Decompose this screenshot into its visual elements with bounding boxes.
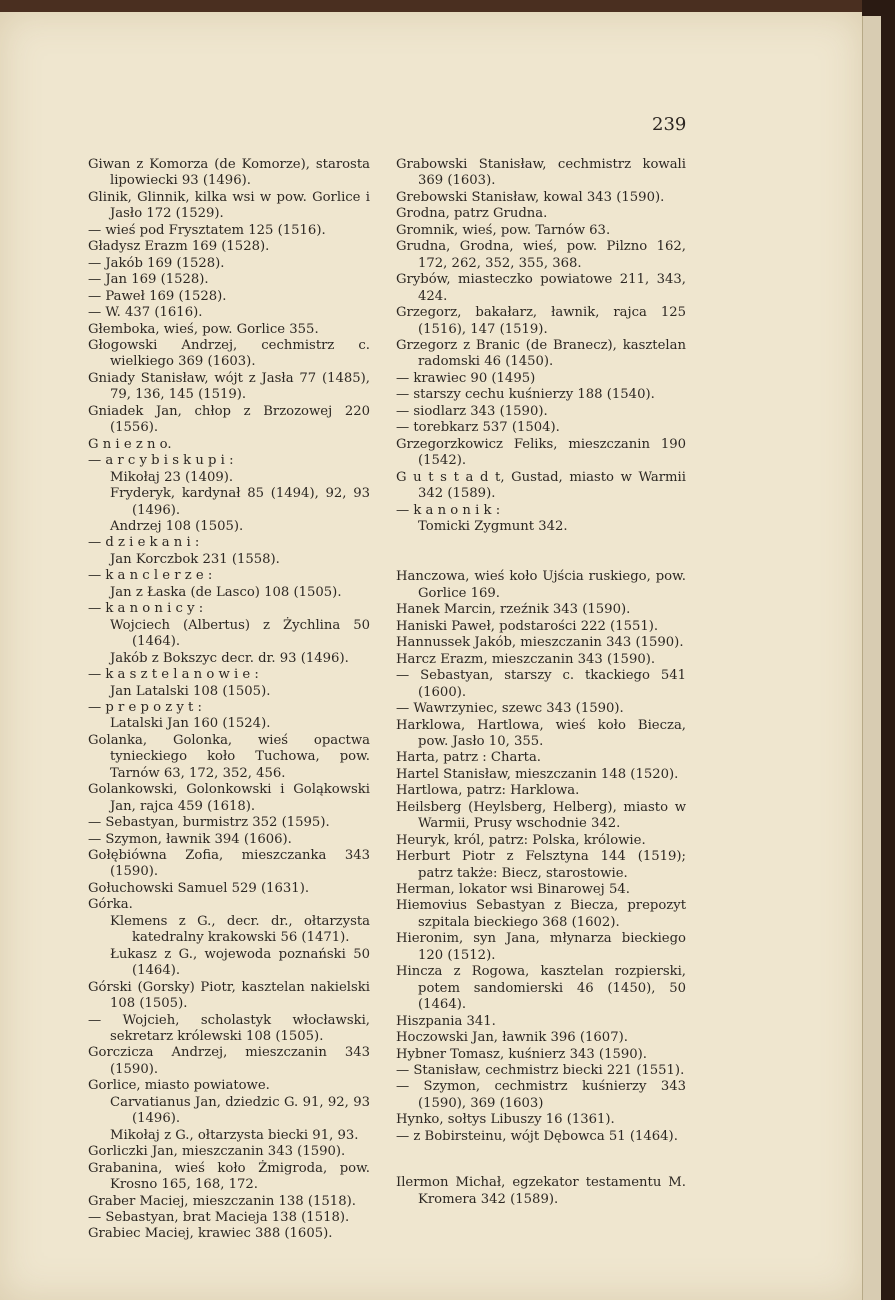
index-entry: — starszy cechu kuśnierzy 188 (1540). <box>396 387 655 403</box>
index-entry: Herburt Piotr z Felsztyna 144 (1519); patrz także: Biecz, starostowie. <box>396 849 686 881</box>
index-entry: Klemens z G., decr. dr., ołtarzysta katedralny krakowski 56 (1471). <box>110 913 370 946</box>
index-entry: Harta, patrz : Charta. <box>396 750 541 766</box>
index-entry: Gniady Stanisław, wójt z Jasła 77 (1485), 79, 136, 145 (1519). <box>88 370 370 403</box>
index-entry: — Wawrzyniec, szewc 343 (1590). <box>396 701 624 717</box>
index-entry: Gorlice, miasto powiatowe. <box>88 1078 270 1094</box>
index-entry: Graber Maciej, mieszczanin 138 (1518). <box>88 1193 356 1209</box>
index-entry: Hoczowski Jan, ławnik 396 (1607). <box>396 1030 628 1046</box>
index-entry: — z Bobirsteinu, wójt Dębowca 51 (1464). <box>396 1128 678 1144</box>
index-entry: Hybner Tomasz, kuśnierz 343 (1590). <box>396 1046 647 1062</box>
index-entry: Grodna, patrz Grudna. <box>396 206 548 222</box>
index-entry: Gorliczki Jan, mieszczanin 343 (1590). <box>88 1144 346 1160</box>
index-entry: Grabiec Maciej, krawiec 388 (1605). <box>88 1226 333 1242</box>
index-entry: Grzegorzkowicz Feliks, mieszczanin 190 (1542). <box>396 436 686 469</box>
index-entry: Hiemovius Sebastyan z Biecza, prepozyt szpitala bieckiego 368 (1602). <box>396 898 686 930</box>
index-entry: Jan Korczbok 231 (1558). <box>110 551 280 567</box>
index-entry: Latalski Jan 160 (1524). <box>110 716 271 732</box>
index-entry: Ilermon Michał, egzekator testamentu M. Kromera 342 (1589). <box>396 1175 686 1207</box>
index-entry: Głogowski Andrzej, cechmistrz c. wielkiego 369 (1603). <box>88 337 370 370</box>
index-entry: Hartlowa, patrz: Harklowa. <box>396 783 580 799</box>
index-entry: Gromnik, wieś, pow. Tarnów 63. <box>396 222 611 238</box>
index-entry: — d z i e k a n i : <box>88 535 200 551</box>
index-entry: — Szymon, cechmistrz kuśnierzy 343 (1590), 369 (1603) <box>396 1079 686 1111</box>
index-entry: — Sebastyan, starszy c. tkackiego 541 (1600). <box>396 668 686 700</box>
index-entry: Jakób z Bokszyc decr. dr. 93 (1496). <box>110 650 349 666</box>
index-entry: Hartel Stanisław, mieszczanin 148 (1520). <box>396 766 679 782</box>
index-entry: Gorczicza Andrzej, mieszczanin 343 (1590). <box>88 1045 370 1077</box>
index-entry: Górski (Gorsky) Piotr, kasztelan nakielski 108 (1505). <box>88 979 370 1012</box>
section-gap <box>396 535 686 569</box>
right-column <box>396 157 686 1208</box>
index-entry: Fryderyk, kardynał 85 (1494), 92, 93 (1496). <box>110 486 370 518</box>
index-entry: — Sebastyan, brat Macieja 138 (1518). <box>88 1210 350 1225</box>
index-entry: — W. 437 (1616). <box>88 305 203 321</box>
index-entry: Heilsberg (Heylsberg, Helberg), miasto w Warmii, Prusy wschodnie 342. <box>396 799 686 832</box>
index-entry: Mikołaj 23 (1409). <box>110 469 234 485</box>
index-entry: — Stanisław, cechmistrz biecki 221 (1551). <box>396 1063 685 1079</box>
index-entry: Glinik, Glinnik, kilka wsi w pow. Gorlice i Jasło 172 (1529). <box>88 189 370 222</box>
index-entry: Górka. <box>88 897 133 913</box>
index-entry: Wojciech (Albertus) z Żychlina 50 (1464). <box>110 617 370 650</box>
index-entry: — Wojcieh, scholastyk włocławski, sekretarz królewski 108 (1505). <box>88 1012 370 1045</box>
index-entry: Gniadek Jan, chłop z Brzozowej 220 (1556). <box>88 403 370 436</box>
index-entry: Hannussek Jakób, mieszczanin 343 (1590). <box>396 635 684 651</box>
index-entry: — k a n c l e r z e : <box>88 568 213 584</box>
index-entry: Golanka, Golonka, wieś opactwa tynieckiego koło Tuchowa, pow. Tarnów 63, 172, 352, 456. <box>88 732 370 781</box>
book-page <box>0 12 862 1300</box>
index-entry: Hanek Marcin, rzeźnik 343 (1590). <box>396 602 631 618</box>
section-g <box>396 157 686 535</box>
index-entry: Hanczowa, wieś koło Ujścia ruskiego, pow. Gorlice 169. <box>396 569 686 601</box>
next-page-edge <box>862 16 881 1300</box>
index-entry: Grudna, Grodna, wieś, pow. Pilzno 162, 172, 262, 352, 355, 368. <box>396 239 686 271</box>
index-entry: — k a n o n i c y : <box>88 601 204 617</box>
index-entry: — a r c y b i s k u p i : <box>88 453 234 469</box>
book-top-edge <box>0 0 895 12</box>
page-number: 239 <box>652 114 687 135</box>
index-entry: Grabanina, wieś koło Żmigroda, pow. Krosno 165, 168, 172. <box>88 1160 370 1193</box>
section-i <box>396 1175 686 1208</box>
index-entry: Grzegorz, bakałarz, ławnik, rajca 125 (1516), 147 (1519). <box>396 305 686 337</box>
index-entry: — torebkarz 537 (1504). <box>396 420 560 436</box>
index-entry: Andrzej 108 (1505). <box>110 518 244 534</box>
index-entry: Grybów, miasteczko powiatowe 211, 343, 424. <box>396 272 686 304</box>
index-entry: Tomicki Zygmunt 342. <box>418 518 568 534</box>
index-entry: Hieronim, syn Jana, młynarza bieckiego 120 (1512). <box>396 931 686 963</box>
index-entry: Giwan z Komorza (de Komorze), starosta lipowiecki 93 (1496). <box>88 157 370 189</box>
index-entry: — siodlarz 343 (1590). <box>396 403 548 419</box>
index-entry: — p r e p o z y t : <box>88 699 202 715</box>
index-entry: — Jakób 169 (1528). <box>88 255 225 271</box>
index-entry: Hynko, sołtys Libuszy 16 (1361). <box>396 1112 615 1128</box>
index-entry: Gładysz Erazm 169 (1528). <box>88 239 270 255</box>
index-entry: Łukasz z G., wojewoda poznański 50 (1464). <box>110 946 370 979</box>
index-entry: Golankowski, Golonkowski i Goląkowski Jan, rajca 459 (1618). <box>88 782 370 814</box>
index-entry: — k a s z t e l a n o w i e : <box>88 667 259 683</box>
index-entry: Carvatianus Jan, dziedzic G. 91, 92, 93 (1496). <box>110 1094 370 1127</box>
index-entry: Grebowski Stanisław, kowal 343 (1590). <box>396 189 665 205</box>
index-entry: — Jan 169 (1528). <box>88 272 209 288</box>
index-entry: G u t s t a d t, Gustad, miasto w Warmii 342 (1589). <box>396 469 686 502</box>
left-column <box>88 157 370 1243</box>
index-entry: Jan z Łaska (de Lasco) 108 (1505). <box>110 584 342 600</box>
index-entry: Hiszpania 341. <box>396 1013 496 1029</box>
index-entry: — k a n o n i k : <box>396 502 501 518</box>
index-entry: — krawiec 90 (1495) <box>396 370 536 386</box>
index-entry: Hincza z Rogowa, kasztelan rozpierski, potem sandomierski 46 (1450), 50 (1464). <box>396 964 686 1013</box>
index-entry: Mikołaj z G., ołtarzysta biecki 91, 93. <box>110 1127 359 1143</box>
index-entry: — wieś pod Frysztatem 125 (1516). <box>88 222 326 238</box>
index-entry: Grzegorz z Branic (de Branecz), kasztelan radomski 46 (1450). <box>396 337 686 370</box>
section-h <box>396 569 686 1145</box>
section-gap <box>396 1145 686 1175</box>
index-entry: Głemboka, wieś, pow. Gorlice 355. <box>88 321 319 337</box>
index-entry: Gołuchowski Samuel 529 (1631). <box>88 880 310 896</box>
index-entry: Grabowski Stanisław, cechmistrz kowali 369 (1603). <box>396 157 686 189</box>
index-entry: — Sebastyan, burmistrz 352 (1595). <box>88 815 330 831</box>
index-entry: — Szymon, ławnik 394 (1606). <box>88 831 292 847</box>
index-entry: Heuryk, król, patrz: Polska, królowie. <box>396 832 646 848</box>
index-entry: Haniski Paweł, podstarości 222 (1551). <box>396 618 659 634</box>
index-entry: Jan Latalski 108 (1505). <box>110 683 271 699</box>
index-entry: — Paweł 169 (1528). <box>88 288 227 304</box>
index-entry: Gołębiówna Zofia, mieszczanka 343 (1590). <box>88 848 370 880</box>
index-entry: Herman, lokator wsi Binarowej 54. <box>396 882 630 898</box>
index-entry: Harcz Erazm, mieszczanin 343 (1590). <box>396 651 656 667</box>
index-entry: G n i e z n o. <box>88 436 172 452</box>
index-entry: Harklowa, Hartlowa, wieś koło Biecza, pow. Jasło 10, 355. <box>396 717 686 749</box>
